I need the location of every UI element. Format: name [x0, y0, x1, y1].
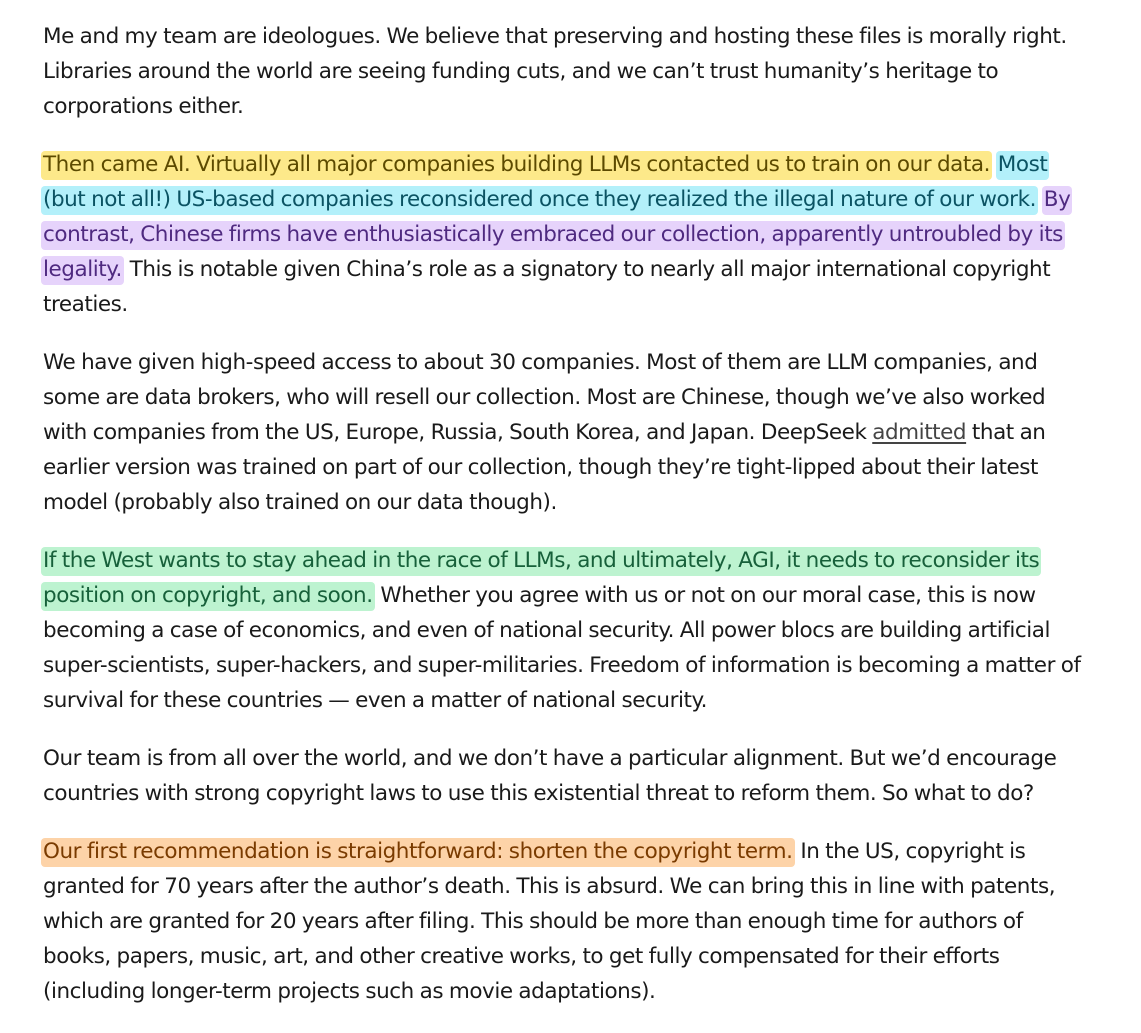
highlight-violet: By contrast, Chinese firms have enthusiastically embraced our collection, apparently untroubled by its legality. — [41, 186, 1072, 285]
paragraph-1 — [43, 19, 1093, 124]
admitted-link[interactable]: admitted — [872, 420, 967, 445]
highlight-green: If the West wants to stay ahead in the race of LLMs, and ultimately, AGI, it needs to reconsider its position on copyright, and soon. — [41, 547, 1041, 611]
article-body — [43, 19, 1093, 1032]
paragraph-4 — [43, 543, 1093, 718]
paragraph-4-rest: Whether you agree with us or not on our moral case, this is now becoming a case of economics, and even of national security. All power blocs are building artificial super-scientists, super-hackers, and super-militaries. Freedom of information is becoming a matter of survival for these countries — even a matter of national security. — [43, 583, 1081, 713]
paragraph-1-text: Me and my team are ideologues. We believe that preserving and hosting these files is morally right. Libraries around the world are seeing funding cuts, and we can’t trust humanity’s heritage to corporations either. — [43, 24, 1067, 119]
paragraph-5 — [43, 741, 1093, 811]
paragraph-6-rest: In the US, copyright is granted for 70 years after the author’s death. This is absurd. We can bring this in line with patents, which are granted for 20 years after filing. This should be more than enough time for authors of books, papers, music, art, and other creative works, to get fully compensated for their efforts (including longer-term projects such as movie adaptations). — [43, 839, 1056, 1004]
highlight-cyan: Most (but not all!) US-based companies reconsidered once they realized the illegal nature of our work. — [41, 151, 1049, 215]
paragraph-2-rest: This is notable given China’s role as a signatory to nearly all major international copyright treaties. — [43, 257, 1051, 317]
paragraph-2 — [43, 147, 1093, 322]
paragraph-3 — [43, 345, 1093, 520]
paragraph-6 — [43, 834, 1093, 1009]
paragraph-3-before-link: We have given high-speed access to about 30 companies. Most of them are LLM companies, and some are data brokers, who will resell our collection. Most are Chinese, though we’ve also worked with companies from the US, Europe, Russia, South Korea, and Japan. DeepSeek — [43, 350, 1046, 445]
highlight-orange: Our first recommendation is straightforward: shorten the copyright term. — [41, 838, 795, 867]
paragraph-3-after-link: that an earlier version was trained on part of our collection, though they’re tight-lipped about their latest model (probably also trained on our data though). — [43, 420, 1046, 515]
highlight-yellow: Then came AI. Virtually all major companies building LLMs contacted us to train on our data. — [41, 151, 992, 180]
paragraph-5-text: Our team is from all over the world, and we don’t have a particular alignment. But we’d encourage countries with strong copyright laws to use this existential threat to reform them. So what to do? — [43, 746, 1057, 806]
